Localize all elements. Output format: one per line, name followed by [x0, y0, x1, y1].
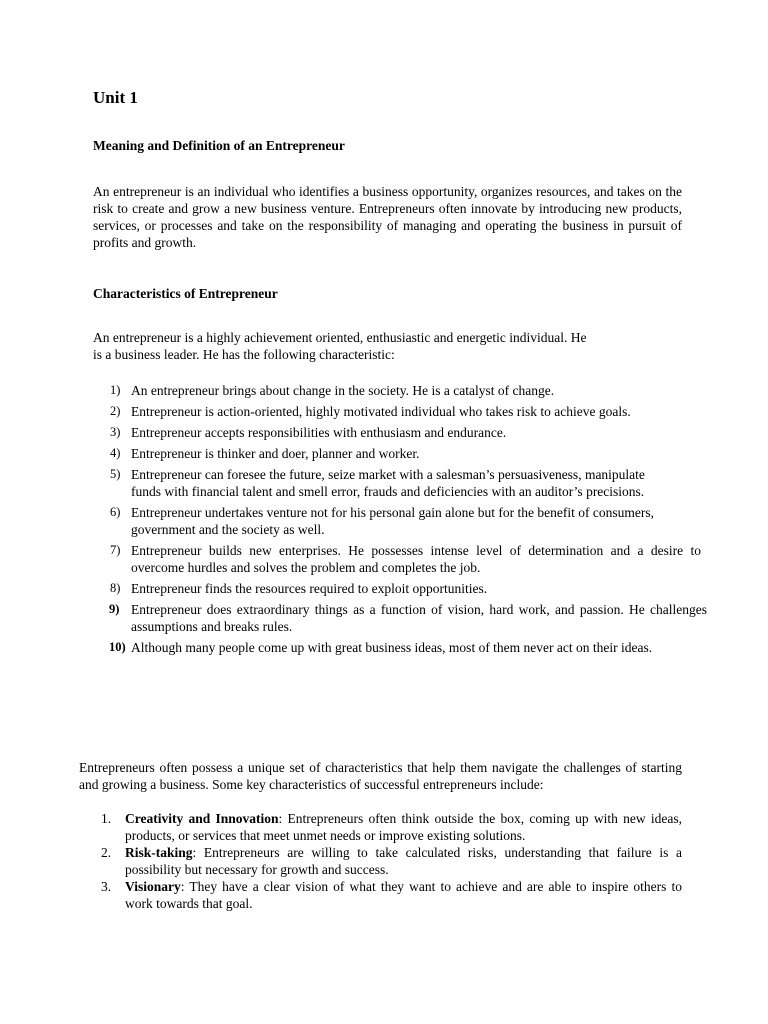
- list-item: [79, 844, 682, 878]
- list-item-number: 3): [110, 425, 121, 439]
- list-item: [79, 878, 682, 912]
- list-item: [93, 382, 651, 399]
- list-item-text-continued: funds with financial talent and smell error, frauds and deficiencies with an auditor’s precisions.: [131, 484, 645, 499]
- characteristics-intro: [93, 329, 673, 363]
- list-item-number: 1): [110, 383, 121, 397]
- list-item-text: Entrepreneur builds new enterprises. He possesses intense level of determination and a desire to overcome hurdles and solves the problem and completes the job.: [131, 543, 701, 575]
- list-item-number: 2): [110, 404, 121, 418]
- list-item-text: An entrepreneur brings about change in the society. He is a catalyst of change.: [131, 383, 555, 398]
- list-item-description: : Entrepreneurs often think outside the box, coming up with new ideas, products, or services that meet unmet needs or improve existing solutions.: [125, 811, 682, 843]
- list-item-text: Entrepreneur undertakes venture not for his personal gain alone but for the benefit of consumers, government and the society as well.: [131, 505, 654, 537]
- section-heading-meaning: Meaning and Definition of an Entrepreneur: [93, 138, 345, 153]
- list-item-number: 2.: [101, 845, 112, 860]
- list-item-text: Although many people come up with great business ideas, most of them never act on their ideas.: [131, 640, 653, 655]
- list-item: [93, 403, 711, 420]
- list-item-text: [125, 878, 682, 912]
- definition-paragraph: An entrepreneur is an individual who identifies a business opportunity, organizes resources, and takes on the risk to create and grow a new business venture. Entrepreneurs often innovate by introducing new products, services, or processes and take on the responsibility of managing and operating the business in pursuit of profits and growth.: [93, 184, 682, 250]
- list-item-text: Entrepreneur is action-oriented, highly motivated individual who takes risk to achieve goals.: [131, 404, 631, 419]
- section-heading-characteristics: Characteristics of Entrepreneur: [93, 286, 278, 301]
- characteristics-list: [93, 382, 707, 660]
- list-item-number: 9): [109, 602, 120, 616]
- intro-line-1: An entrepreneur is a highly achievement oriented, enthusiastic and energetic individual. He: [93, 330, 587, 345]
- list-item-text: Entrepreneur finds the resources required to exploit opportunities.: [131, 581, 488, 596]
- list-item-term: Creativity and Innovation: [125, 811, 279, 826]
- list-item-number: 8): [110, 581, 121, 595]
- list-item-number: 7): [110, 543, 121, 557]
- key-characteristics-list: [79, 810, 682, 912]
- list-item-text: [125, 844, 682, 878]
- key-characteristics-paragraph: Entrepreneurs often possess a unique set of characteristics that help them navigate the challenges of starting and growing a business. Some key characteristics of successful entrepreneurs include:: [79, 760, 682, 792]
- list-item: [93, 580, 683, 597]
- list-item-number: 4): [110, 446, 121, 460]
- list-item: [93, 601, 707, 635]
- list-item: [93, 466, 683, 500]
- list-item-number: 1.: [101, 811, 112, 826]
- list-item-description: : They have a clear vision of what they want to achieve and are able to inspire others to work towards that goal.: [125, 879, 682, 911]
- list-item-text: Entrepreneur does extraordinary things as a function of vision, hard work, and passion. He challenges assumptions and breaks rules.: [131, 602, 707, 634]
- list-item-description: : Entrepreneurs are willing to take calculated risks, understanding that failure is a possibility but necessary for growth and success.: [125, 845, 682, 877]
- list-item: [93, 639, 707, 656]
- list-item: [93, 504, 697, 538]
- list-item-number: 3.: [101, 879, 112, 894]
- list-item-term: Risk-taking: [125, 845, 193, 860]
- list-item: [79, 810, 682, 844]
- list-item: [93, 542, 701, 576]
- list-item-number: 6): [110, 505, 121, 519]
- list-item-text: [125, 810, 682, 844]
- intro-line-2: is a business leader. He has the following characteristic:: [93, 347, 395, 362]
- list-item-number: 10): [109, 640, 126, 654]
- unit-title: Unit 1: [93, 88, 138, 107]
- list-item-text: Entrepreneur is thinker and doer, planner and worker.: [131, 446, 420, 461]
- list-item: [93, 445, 683, 462]
- list-item: [93, 424, 683, 441]
- list-item-term: Visionary: [125, 879, 181, 894]
- list-item-text: Entrepreneur can foresee the future, seize market with a salesman’s persuasiveness, manipulate: [131, 467, 645, 482]
- list-item-text: Entrepreneur accepts responsibilities with enthusiasm and endurance.: [131, 425, 507, 440]
- list-item-number: 5): [110, 467, 121, 481]
